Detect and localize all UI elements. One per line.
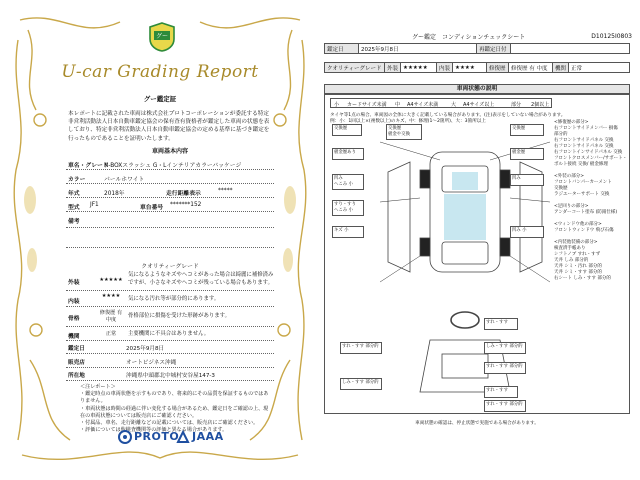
repair-note-line: 右フロントサイドパネル 交換: [554, 144, 614, 149]
vehicle-model-row: [66, 198, 274, 212]
repair-note-line: 天井 シミ・汚れ 部分的: [554, 264, 602, 269]
repair-note-line: 右シート しみ・すす 部分的: [554, 276, 611, 281]
note-item: ・付属品、車名、走行距離などの記載については、販売店にご確認ください。: [80, 420, 259, 427]
engine-label: 機関: [553, 63, 569, 73]
legend-two: 2個以上: [531, 102, 550, 108]
vehicle-color-label: カラー: [68, 177, 86, 183]
jaaa-logo-text: JAAA: [192, 430, 224, 443]
vehicle-name-value: N-BOXスラッシュ G・Lインテリアカラーパッケージ: [104, 163, 242, 169]
legend-card: カードサイズ未満: [347, 102, 387, 108]
damage-mark: すれ・すす: [484, 318, 518, 330]
quality-grade: 正常: [105, 331, 117, 337]
quality-desc: 骨格部位に損傷を受けた形跡があります。: [128, 313, 230, 319]
repair-note-line: 天井 しみ 部分的: [554, 258, 589, 263]
bottom-row-shop: [66, 355, 274, 368]
exterior-value: ★★★★★: [401, 63, 437, 73]
repair-note-line: シフトノブ すれ・すず: [554, 252, 601, 257]
damage-mark: すれ・すす 部分的: [484, 362, 526, 374]
damage-mark: しみ・すす 部分的: [484, 342, 526, 354]
quality-grade: ★★★★: [101, 293, 121, 299]
damage-mark: 凹み へこみ 小: [332, 174, 364, 190]
re-inspection-date-value: [511, 44, 630, 54]
certificate-intro: 本レポートに記載された車両は株式会社プロトコーポレーションが委託する特定非営利活動法人日本自動車鑑定協会の保有査有資格者が鑑定した車両の状態を表しており、特定非営利活動法人日本自動車鑑定協会の定める基準に基づき鑑定を行ったものであることを証明いたします。: [68, 111, 270, 142]
sheet-date-table: [324, 43, 630, 54]
goo-kantei-badge-icon: [148, 22, 176, 52]
repair-note-line: 右フロントサイドメンバー 損傷: [554, 126, 618, 131]
quality-desc: 気になる汚れ等が部分的にあります。: [128, 296, 220, 302]
repair-note-line: <足回りの部分>: [554, 204, 589, 209]
repair-note-line: 部分的: [554, 132, 568, 137]
svg-text:グー: グー: [155, 33, 169, 40]
quality-grade: ★★★★★: [99, 277, 123, 283]
vehicle-model-value: JF1: [90, 202, 99, 208]
repair-note-line: フロントウィンドウ 飛び石傷: [554, 228, 614, 233]
vehicle-notes-row: [66, 212, 274, 228]
legend-a4: A4サイズ未満: [407, 102, 439, 108]
repair-note-line: 天井 シミ・すす 部分的: [554, 270, 602, 275]
note-item: ・鑑定時点の車両状態を示すものであり、将来的にその品質を保証するものではありません。: [80, 391, 269, 405]
vehicle-state-heading: 車両状態の説明: [324, 84, 630, 94]
damage-mark: 凹み: [510, 174, 544, 186]
legend-part: 部分: [511, 102, 522, 108]
proto-logo-icon: [118, 430, 132, 444]
bottom-value: 沖縄県中頭郡北中城村安谷屋147-3: [126, 373, 215, 379]
damage-mark: 板金歴あり: [332, 148, 364, 160]
bottom-label: 販売店: [68, 360, 85, 366]
damage-mark: 交換歴: [332, 124, 362, 136]
repair-note-line: 右フロントサイドパネル 交換: [554, 138, 614, 143]
vehicle-mileage-value: *****: [218, 188, 233, 194]
quality-desc: 主要機関に不具合はありません。: [128, 331, 210, 337]
damage-mark: すれ・すす 部分的: [340, 342, 382, 354]
sheet-footer-note: 車両状態の確認は、停止状態で実施である場合があります。: [415, 421, 539, 426]
quality-grade: 修復歴 有 中度: [99, 310, 123, 323]
repair-note-line: 交換歴: [554, 186, 568, 191]
legend-a4plus: A4サイズ以上: [463, 102, 495, 108]
quality-label: 内装: [68, 299, 80, 305]
certificate-notes: [80, 384, 270, 434]
inspection-date-value: 2025年9月8日: [359, 44, 477, 54]
bottom-row-date: [66, 341, 274, 354]
sheet-title: グー鑑定 コンディションチェックシート: [412, 34, 526, 41]
note-item: ・車両状態は時間の経過に伴い変化する場合があるため、鑑定日をご確認の上、現在の車両状態については販売店にご確認ください。: [80, 405, 269, 419]
quality-desc: 気になるようなキズやヘコミがあった場合は綺麗に補修済みですが、小さなキズやヘコミが残っている場合もあります。: [128, 272, 274, 286]
interior-label: 内装: [437, 63, 453, 73]
quality-grade-label: クオリティーグレード: [325, 63, 385, 73]
vehicle-color-row: [66, 170, 274, 184]
notes-heading: ＜注レポート＞: [80, 384, 116, 390]
repair-label: 修復歴: [487, 63, 509, 73]
inspection-date-label: 鑑定日: [325, 44, 359, 54]
bottom-label: 鑑定日: [68, 346, 85, 352]
bottom-label: 所在地: [68, 373, 85, 379]
damage-mark: 板金歴: [510, 148, 544, 160]
quality-row-exterior: [66, 270, 274, 291]
bottom-value: オートビジネス沖縄: [126, 360, 177, 366]
damage-mark: 凹み 小: [510, 226, 544, 238]
damage-mark: キズ 小: [332, 226, 364, 238]
vehicle-year-row: [66, 184, 274, 198]
vehicle-year-label: 年式: [68, 191, 80, 197]
certificate-title: U-car Grading Report: [61, 62, 259, 82]
damage-mark: 交換歴 板金や交換: [386, 124, 422, 140]
damage-mark: しみ・すす 部分的: [340, 378, 382, 390]
repair-note-line: <ウィンドウ他の部分>: [554, 222, 602, 227]
quality-label: 機関: [68, 334, 80, 340]
repair-note-line: フロントバンパーカーメント: [554, 180, 612, 185]
note-item: ・評価については他検査機関等の評価と異なる場合があります。: [80, 427, 228, 434]
sheet-grade-table: [324, 62, 630, 73]
vehicle-notes-label: 備考: [68, 219, 80, 225]
damage-legend: [330, 98, 552, 108]
repair-note-line: <修復歴の部分>: [554, 120, 589, 125]
exterior-label: 外装: [385, 63, 401, 73]
vehicle-name-row: [66, 156, 274, 170]
vehicle-notes-blank: [66, 228, 274, 248]
proto-logo-text: PROTO: [134, 430, 180, 443]
quality-label: 骨格: [68, 316, 80, 322]
damage-mark: すれ・すす 部分的: [484, 400, 526, 412]
quality-grade-heading: クオリティーグレード: [141, 264, 199, 270]
vehicle-year-value: 2018年: [104, 191, 125, 197]
vehicle-name-label: 車名・グレード: [68, 163, 109, 169]
vehicle-chassis-value: *******152: [170, 202, 202, 208]
jaaa-logo-icon: [176, 430, 190, 444]
repair-value: 修復歴 有 中度: [509, 63, 553, 73]
damage-mark: すれ・すす: [484, 386, 518, 398]
vehicle-mileage-label: 走行距離表示: [166, 191, 201, 197]
repair-note-line: 右フロントインサイドパネル 交換: [554, 150, 623, 155]
damage-mark: すり・すり へこみ 小: [332, 200, 364, 216]
bottom-row-address: [66, 368, 274, 381]
repair-note-line: フロントクロスメンバー/サポート・ボルト接続 交換/ 板金修理: [554, 156, 628, 167]
vehicle-basic-heading: 車両基本内容: [151, 148, 188, 155]
legend-note: タイヤ等1点の場合、車両図の全体に大きく記載している場合があります。(注)表示をしていない場合があります。: [330, 113, 566, 118]
legend-note: 例：小：1回以上×(複数以上)のキズ、中：修理(1～2箇所)、大：3箇所以上: [330, 119, 486, 124]
repair-note-line: アンダーコート塗布 (防錆仕様): [554, 210, 618, 215]
re-inspection-date-label: 再鑑定日付: [477, 44, 511, 54]
legend-mid: 中: [395, 102, 401, 108]
repair-note-line: ラジエーターサポート 交換: [554, 192, 610, 197]
condition-check-sheet: [320, 0, 640, 480]
sheet-id: D10125I0803: [591, 33, 632, 40]
quality-row-interior: [66, 291, 274, 307]
vehicle-color-value: パールホワイト: [104, 177, 145, 183]
certificate-subtitle: グー鑑定証: [143, 95, 177, 103]
repair-note-line: <内装他装備の部分>: [554, 240, 598, 245]
interior-value: ★★★★: [453, 63, 487, 73]
quality-row-frame: [66, 307, 274, 327]
vehicle-model-label: 型式: [68, 205, 80, 211]
legend-large: 大: [451, 102, 457, 108]
quality-row-engine: [66, 327, 274, 341]
legend-small: 小: [334, 102, 340, 108]
repair-note-line: <外装の部分>: [554, 174, 585, 179]
repair-note-line: 検査済手帳あり: [554, 246, 586, 251]
repair-notes-list: [554, 120, 628, 282]
car-top-view-diagram: [380, 132, 550, 400]
damage-mark: 交換歴: [510, 124, 544, 136]
quality-label: 外装: [68, 280, 80, 286]
bottom-value: 2025年9月8日: [126, 346, 165, 352]
vehicle-chassis-label: 車台番号: [140, 205, 164, 211]
engine-value: 正常: [569, 63, 630, 73]
